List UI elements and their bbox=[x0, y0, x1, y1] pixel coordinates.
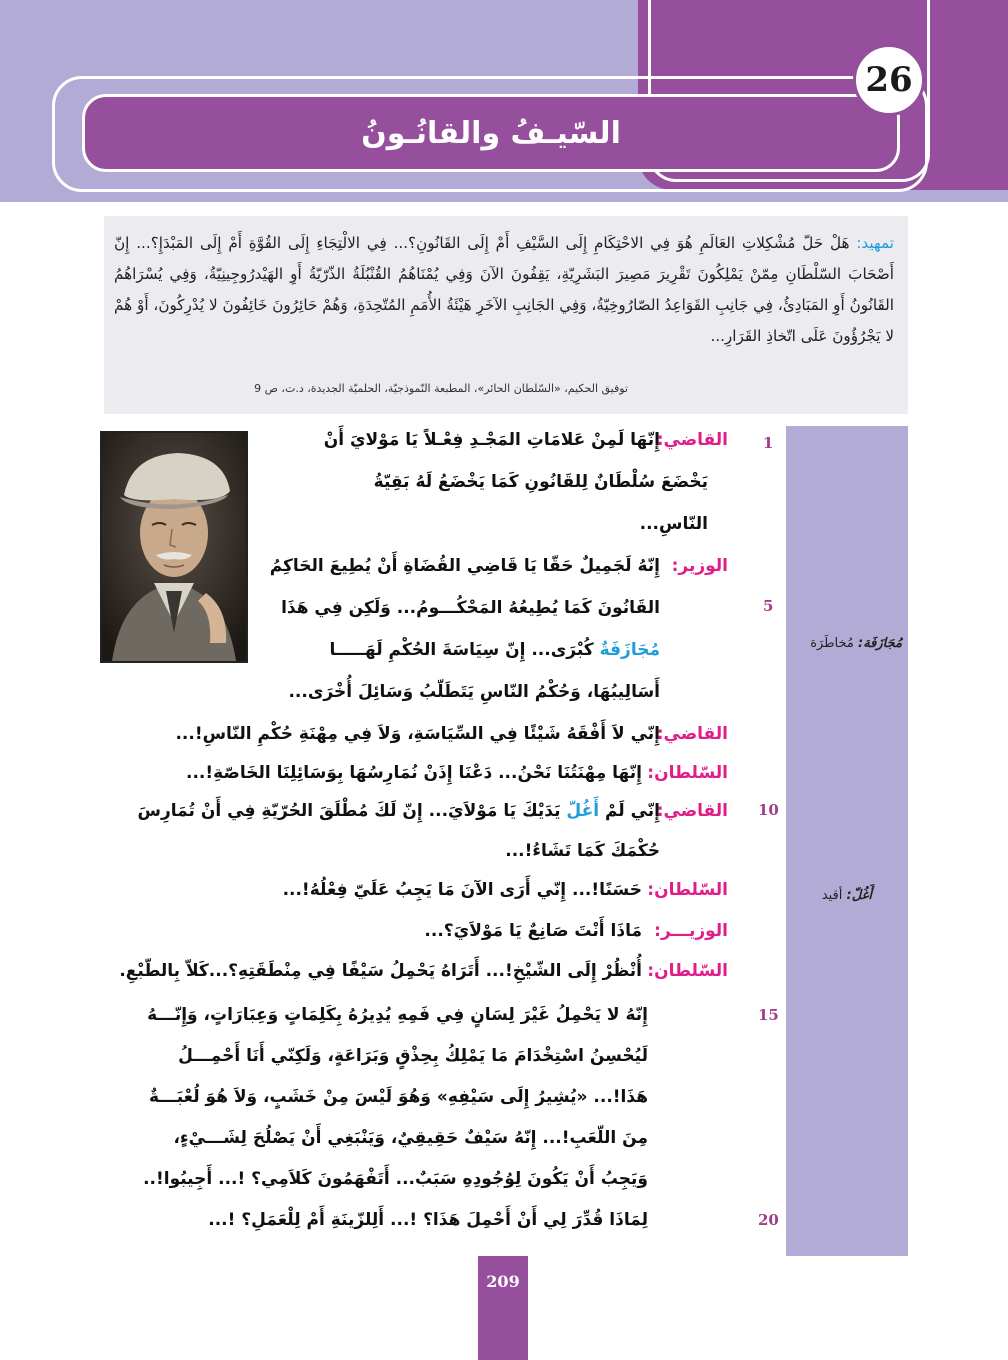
dialogue-line: وَيَجِبُ أَنْ يَكُونَ لِوُجُودِهِ سَبَبٌ... أَتَفْهَمُونَ كَلاَمِي؟ !... أَجِيبُوا!.. bbox=[143, 1169, 648, 1189]
dialogue-line: لَيُحْسِنُ اسْتِخْدَامَ مَا يَمْلِكُ بِحِذْقٍ وَبَرَاعَةٍ، وَلَكِنّي أَنَا أَحْمِـــلُ bbox=[178, 1046, 648, 1066]
line-number: 5 bbox=[763, 597, 774, 615]
lesson-number-badge bbox=[853, 44, 925, 116]
page-title: السّيـفُ والقانُـونُ bbox=[361, 115, 621, 151]
lesson-number: 26 bbox=[865, 60, 913, 100]
glossary-column bbox=[786, 426, 908, 1256]
intro-source: توفيق الحكيم، «السّلطان الحائر»، المطبعة النّموذجيّة، الحلميّة الجديدة، د.ت، ص 9 bbox=[254, 382, 628, 395]
speaker-label: القاضي: bbox=[656, 724, 728, 744]
speaker-label: القاضي: bbox=[656, 430, 728, 450]
dialogue-line: مُجَازَفَةٌ كُبْرَى... إِنّ سِيَاسَةَ الحُكْمِ لَهَـــــا bbox=[329, 640, 660, 660]
speaker-label: القاضي: bbox=[656, 801, 728, 821]
dialogue-line: إِنّي لاَ أَفْقَهُ شَيْئًا فِي السِّيَاسَةِ، وَلاَ فِي مِهْنَةِ حُكْمِ النّاسِ!... bbox=[175, 724, 660, 744]
speaker-label: السّلطان: bbox=[647, 763, 728, 783]
intro-text: هَلْ حَلّ مُشْكِلاتِ العَالَمِ هُوَ فِي الاحْتِكَامِ إِلَى السَّيْفِ أَمْ إِلَى القَانُونِ؟... فِي الالْتِجَاءِ إِلَى القُوَّةِ أَمْ إِلَى المَبْدَإِ؟... إِنّ أَصْحَابَ السّلْطَانِ مِمّنْ يَمْلِكُونَ تَقْرِيرَ مَصِيرَ البَشَرِيّةِ، يَقِفُونَ الآنَ وَفِي يُمْنَاهُمُ القُنْبُلَةُ الذّرّيّةُ أَوِ الهَيْدرُوجِينِيّةُ، وَفِي يُسْرَاهُمُ القَانُونُ أَوِ المَبَادِئُ، فِي جَانِبِ القَوَاعِدُ الصّارُوخِيّةُ، وَفِي الجَانِبِ الآخَرِ هَيْئَةُ الأُمَمِ المُتّحِدَةِ، وَهُمْ حَائِرُونَ خَائِفُونَ لا يُدْرِكُونَ، أَوْ هُمْ لا يَجْرُؤُونَ عَلَى اتّخاذِ القَرَارِ... bbox=[114, 234, 894, 345]
glossary-item bbox=[822, 888, 872, 903]
line-number: 1 bbox=[763, 434, 774, 452]
dialogue-line: مَاذَا أَنْتَ صَانِعٌ يَا مَوْلاَيَ؟... bbox=[424, 921, 642, 941]
portrait-illustration bbox=[102, 433, 246, 661]
dialogue-line: هَذَا!... «يُشِيرُ إِلَى سَيْفِهِ» وَهُوَ لَيْسَ مِنْ خَشَبٍ، وَلاَ هُوَ لُعْبَـــةٌ bbox=[148, 1087, 648, 1107]
author-portrait bbox=[100, 431, 248, 663]
page-number: 209 bbox=[486, 1272, 520, 1291]
dialogue-line: أَسَالِيبُهَا، وَحُكْمُ النّاسِ يَتَطَلّبُ وَسَائِلَ أُخْرَى... bbox=[288, 682, 660, 702]
glossary-item bbox=[810, 636, 902, 651]
dialogue-line: إِنّهُ لَجَمِيلٌ حَقّا يَا قَاضِي القُضَاةِ أَنْ يُطِيعَ الحَاكِمُ bbox=[269, 556, 660, 576]
dialogue-line: يَخْضَعَ سُلْطَانٌ لِلقَانُونِ كَمَا يَخْضَعُ لَهُ بَقِيّةُ bbox=[373, 472, 708, 492]
speaker-label: السّلطان: bbox=[647, 880, 728, 900]
dialogue-line: النّاسِ... bbox=[639, 514, 708, 534]
glossary-word: مُجَازَفَة: bbox=[858, 636, 902, 651]
glossary-word: أَغُلّ: bbox=[846, 888, 872, 903]
line-number: 10 bbox=[758, 801, 779, 819]
dialogue-line: إِنّهَا مِهْنَتُنَا نَحْنُ... دَعْنَا إِذَنْ نُمَارِسُهَا بِوَسَائِلِنَا الخَاصّةِ!... bbox=[186, 763, 642, 783]
dialogue-line: أُنْظُرْ إِلَى الشّيْخِ!... أَتَرَاهُ يَحْمِلُ سَيْفًا فِي مِنْطَقَتِهِ؟...كَلاّ بِالطّبْعِ. bbox=[119, 961, 642, 981]
dialogue-line: حُكْمَكَ كَمَا تَشَاءُ!... bbox=[505, 841, 660, 861]
line-number: 15 bbox=[758, 1006, 779, 1024]
dialogue-line: لِمَاذَا قُدِّرَ لِي أَنْ أَحْمِلَ هَذَا؟ !... أَلِلزّينَةِ أَمْ لِلْعَمَلِ؟ !... bbox=[208, 1210, 648, 1230]
dialogue-line: القَانُونَ كَمَا يُطِيعُهُ المَحْكُـــومُ... وَلَكِن فِي هَذَا bbox=[281, 598, 660, 618]
speaker-label: الوزيـــر: bbox=[654, 921, 728, 941]
glossary-meaning: مُخاطَرَة bbox=[810, 636, 854, 651]
glossary-highlight: أَغُلّ bbox=[566, 801, 600, 821]
dialogue-line: مِنَ اللّعَبِ!... إِنّهُ سَيْفٌ حَقِيقِيٌ، وَيَنْبَغِي أَنْ يَصْلُحَ لِشَـــيْءٍ، bbox=[173, 1128, 648, 1148]
dialogue-line: حَسَنًا!... إِنّي أَرَى الآنَ مَا يَجِبُ عَلَيّ فِعْلُهُ!... bbox=[282, 880, 642, 900]
speaker-label: الوزير: bbox=[671, 556, 728, 576]
title-banner bbox=[82, 94, 900, 172]
line-number: 20 bbox=[758, 1211, 779, 1229]
dialogue-line: إِنّهُ لا يَحْمِلُ غَيْرَ لِسَانٍ فِي فَمِهِ يُدِيرُهُ بِكَلِمَاتٍ وَعِبَارَاتٍ، وَإِنّـــهُ bbox=[147, 1005, 648, 1025]
glossary-highlight: مُجَازَفَةٌ bbox=[599, 640, 660, 660]
dialogue-line: إِنّي لَمْ أَغُلّ يَدَيْكَ يَا مَوْلاَيَ... إِنّ لَكَ مُطْلَقَ الحُرّيّةِ فِي أَنْ تُمَارِسَ bbox=[137, 801, 660, 821]
intro-paragraph bbox=[114, 228, 894, 352]
glossary-meaning: أقيد bbox=[821, 888, 843, 903]
intro-label: تمهيد: bbox=[856, 234, 894, 252]
speaker-label: السّلطان: bbox=[647, 961, 728, 981]
dialogue-line: إِنّهَا لَمِنْ عَلامَاتِ المَجْـدِ فِعْـلاً يَا مَوْلايَ أَنْ bbox=[323, 430, 660, 450]
